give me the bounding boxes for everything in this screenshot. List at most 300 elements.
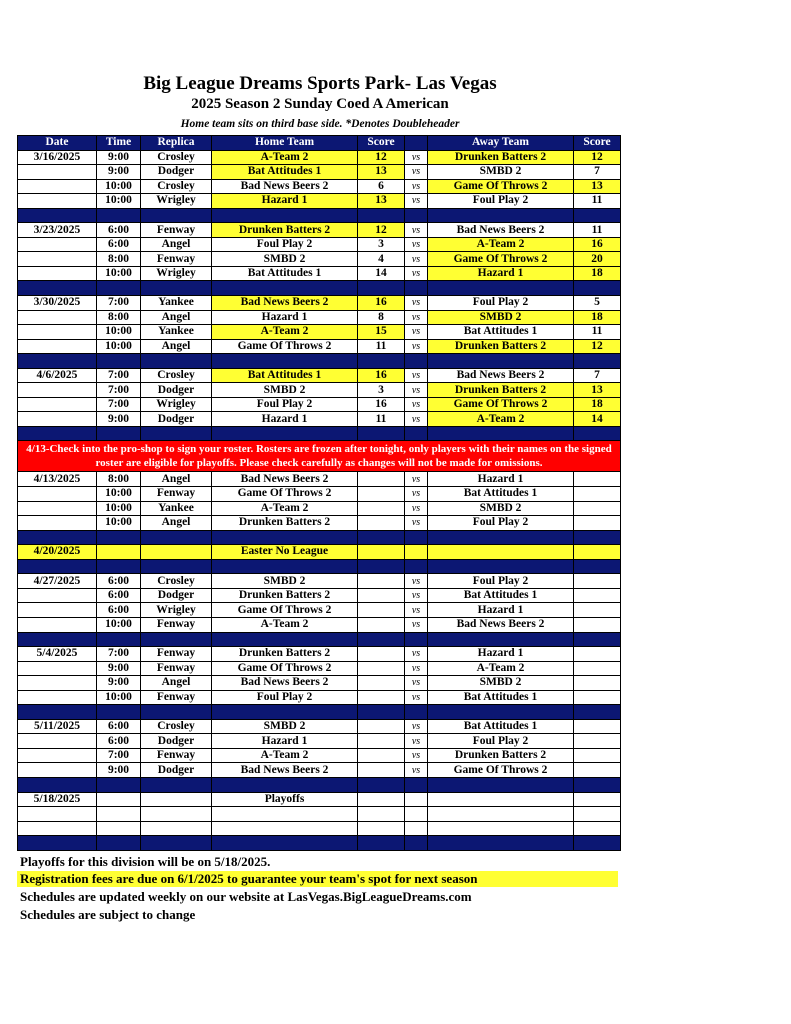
date-cell: [18, 412, 97, 427]
away-score-cell: 11: [574, 194, 621, 209]
separator-cell: [97, 354, 141, 369]
separator-cell: [212, 426, 358, 441]
separator-cell: [405, 530, 428, 545]
time-cell: 10:00: [97, 501, 141, 516]
col-header-home-score: Score: [358, 136, 405, 151]
away-team-cell: Foul Play 2: [428, 516, 574, 531]
vs-cell: vs: [405, 368, 428, 383]
time-cell: 6:00: [97, 719, 141, 734]
time-cell: 10:00: [97, 179, 141, 194]
col-header-away-team: Away Team: [428, 136, 574, 151]
holiday-label: Easter No League: [212, 545, 358, 560]
replica-field-cell: Wrigley: [141, 194, 212, 209]
away-team-cell: Foul Play 2: [428, 194, 574, 209]
separator-cell: [212, 281, 358, 296]
away-score-cell: [574, 676, 621, 691]
separator-cell: [97, 530, 141, 545]
separator-cell: [18, 530, 97, 545]
away-team-cell: Hazard 1: [428, 472, 574, 487]
game-row: [18, 501, 621, 516]
replica-cell: [141, 545, 212, 560]
separator-cell: [212, 354, 358, 369]
home-team-cell: Bat Attitudes 1: [212, 368, 358, 383]
home-team-cell: Bad News Beers 2: [212, 296, 358, 311]
game-row: [18, 472, 621, 487]
separator-cell: [97, 836, 141, 851]
week-separator-row: [18, 208, 621, 223]
separator-cell: [141, 530, 212, 545]
separator-cell: [141, 632, 212, 647]
empty-cell: [428, 807, 574, 822]
date-cell: 4/27/2025: [18, 574, 97, 589]
page-subtitle: 2025 Season 2 Sunday Coed A American: [191, 96, 449, 112]
vs-cell: vs: [405, 690, 428, 705]
home-score-cell: [358, 516, 405, 531]
away-team-cell: Drunken Batters 2: [428, 748, 574, 763]
home-team-cell: A-Team 2: [212, 325, 358, 340]
home-score-cell: 6: [358, 179, 405, 194]
away-score-cell: 11: [574, 223, 621, 238]
vs-cell: vs: [405, 237, 428, 252]
empty-row: [18, 821, 621, 836]
vs-cell: vs: [405, 763, 428, 778]
date-cell: [18, 165, 97, 180]
holiday-row: [18, 545, 621, 560]
date-cell: [18, 310, 97, 325]
time-cell: 9:00: [97, 763, 141, 778]
separator-cell: [428, 836, 574, 851]
separator-cell: [358, 426, 405, 441]
separator-cell: [97, 632, 141, 647]
date-cell: 5/4/2025: [18, 647, 97, 662]
date-cell: 4/13/2025: [18, 472, 97, 487]
separator-cell: [212, 836, 358, 851]
time-cell: 6:00: [97, 603, 141, 618]
replica-field-cell: Crosley: [141, 574, 212, 589]
home-score-cell: [358, 661, 405, 676]
home-score-cell: [358, 603, 405, 618]
empty-cell: [97, 821, 141, 836]
game-row: [18, 296, 621, 311]
away-team-cell: Drunken Batters 2: [428, 339, 574, 354]
week-separator-row: [18, 836, 621, 851]
vs-cell: vs: [405, 325, 428, 340]
replica-field-cell: Angel: [141, 310, 212, 325]
separator-cell: [358, 354, 405, 369]
vs-cell: vs: [405, 617, 428, 632]
time-cell: [97, 545, 141, 560]
game-row: [18, 150, 621, 165]
replica-field-cell: Crosley: [141, 179, 212, 194]
game-row: [18, 574, 621, 589]
separator-cell: [405, 426, 428, 441]
time-cell: 6:00: [97, 588, 141, 603]
separator-cell: [212, 705, 358, 720]
vs-cell: vs: [405, 748, 428, 763]
away-score-cell: [574, 588, 621, 603]
home-team-cell: Game Of Throws 2: [212, 339, 358, 354]
empty-cell: [141, 821, 212, 836]
time-cell: 7:00: [97, 397, 141, 412]
separator-cell: [428, 354, 574, 369]
separator-cell: [574, 777, 621, 792]
replica-field-cell: Wrigley: [141, 397, 212, 412]
separator-cell: [358, 281, 405, 296]
away-team-cell: Bat Attitudes 1: [428, 719, 574, 734]
footer-change-note: Schedules are subject to change: [20, 907, 196, 922]
vs-cell: vs: [405, 310, 428, 325]
separator-cell: [428, 426, 574, 441]
vs-cell: vs: [405, 150, 428, 165]
empty-cell: [212, 821, 358, 836]
separator-cell: [141, 281, 212, 296]
home-score-cell: [358, 690, 405, 705]
away-score-cell: [574, 574, 621, 589]
home-team-cell: Foul Play 2: [212, 237, 358, 252]
away-team-cell: Hazard 1: [428, 603, 574, 618]
separator-cell: [97, 281, 141, 296]
empty-cell: [428, 821, 574, 836]
home-team-cell: Game Of Throws 2: [212, 661, 358, 676]
time-cell: 9:00: [97, 150, 141, 165]
date-cell: [18, 676, 97, 691]
replica-field-cell: Dodger: [141, 734, 212, 749]
game-row: [18, 690, 621, 705]
away-team-cell: Game Of Throws 2: [428, 179, 574, 194]
time-cell: 6:00: [97, 574, 141, 589]
separator-cell: [428, 530, 574, 545]
home-team-cell: A-Team 2: [212, 501, 358, 516]
time-cell: 10:00: [97, 690, 141, 705]
playoff-label: Playoffs: [212, 792, 358, 807]
empty-cell: [18, 821, 97, 836]
replica-field-cell: Crosley: [141, 150, 212, 165]
game-row: [18, 487, 621, 502]
time-cell: 7:00: [97, 368, 141, 383]
separator-cell: [141, 777, 212, 792]
away-team-cell: Bad News Beers 2: [428, 223, 574, 238]
vs-cell: vs: [405, 339, 428, 354]
week-separator-row: [18, 354, 621, 369]
home-team-cell: Drunken Batters 2: [212, 223, 358, 238]
away-team-cell: SMBD 2: [428, 165, 574, 180]
time-cell: 6:00: [97, 237, 141, 252]
away-score-cell: 18: [574, 266, 621, 281]
vs-cell: vs: [405, 647, 428, 662]
game-row: [18, 763, 621, 778]
away-score-cell: 13: [574, 383, 621, 398]
empty-cell: [574, 807, 621, 822]
home-score-cell: 16: [358, 368, 405, 383]
separator-cell: [358, 777, 405, 792]
empty-cell: [358, 821, 405, 836]
vs-cell: vs: [405, 165, 428, 180]
replica-field-cell: Yankee: [141, 325, 212, 340]
home-score-cell: 12: [358, 150, 405, 165]
date-cell: [18, 487, 97, 502]
playoff-row: [18, 792, 621, 807]
col-header-replica: Replica: [141, 136, 212, 151]
schedule-table: [17, 135, 621, 851]
home-score-cell: 16: [358, 397, 405, 412]
separator-cell: [97, 777, 141, 792]
home-score-cell: 3: [358, 383, 405, 398]
separator-cell: [97, 208, 141, 223]
home-score-cell: 8: [358, 310, 405, 325]
vs-cell: vs: [405, 661, 428, 676]
week-separator-row: [18, 530, 621, 545]
time-cell: 9:00: [97, 412, 141, 427]
col-header-home-team: Home Team: [212, 136, 358, 151]
empty-cell: [358, 807, 405, 822]
game-row: [18, 719, 621, 734]
replica-field-cell: Yankee: [141, 296, 212, 311]
away-team-cell: Bat Attitudes 1: [428, 588, 574, 603]
away-team-cell: Foul Play 2: [428, 734, 574, 749]
away-score-cell: [574, 487, 621, 502]
game-row: [18, 603, 621, 618]
vs-cell: vs: [405, 588, 428, 603]
game-row: [18, 734, 621, 749]
vs-cell: vs: [405, 487, 428, 502]
home-score-cell: 12: [358, 223, 405, 238]
separator-cell: [18, 705, 97, 720]
separator-cell: [212, 777, 358, 792]
away-score-cell: [574, 748, 621, 763]
home-team-cell: Drunken Batters 2: [212, 516, 358, 531]
time-cell: 6:00: [97, 223, 141, 238]
date-cell: [18, 266, 97, 281]
game-row: [18, 617, 621, 632]
time-cell: 7:00: [97, 647, 141, 662]
replica-field-cell: Dodger: [141, 588, 212, 603]
vs-cell: vs: [405, 179, 428, 194]
date-cell: 4/6/2025: [18, 368, 97, 383]
away-score-cell: 16: [574, 237, 621, 252]
empty-cell: [405, 821, 428, 836]
date-cell: [18, 383, 97, 398]
empty-cell: [141, 807, 212, 822]
separator-cell: [141, 836, 212, 851]
separator-cell: [358, 705, 405, 720]
date-cell: [18, 516, 97, 531]
footer-registration-note: Registration fees are due on 6/1/2025 to guarantee your team's spot for next season: [17, 871, 618, 887]
separator-cell: [574, 632, 621, 647]
replica-field-cell: Fenway: [141, 487, 212, 502]
game-row: [18, 516, 621, 531]
away-team-cell: Game Of Throws 2: [428, 763, 574, 778]
home-team-cell: Hazard 1: [212, 310, 358, 325]
separator-cell: [358, 530, 405, 545]
vs-cell: vs: [405, 296, 428, 311]
separator-cell: [405, 705, 428, 720]
away-team-cell: Bat Attitudes 1: [428, 487, 574, 502]
separator-cell: [141, 426, 212, 441]
separator-cell: [428, 559, 574, 574]
away-score-cell: 7: [574, 165, 621, 180]
home-team-cell: Bad News Beers 2: [212, 179, 358, 194]
time-cell: 9:00: [97, 165, 141, 180]
replica-field-cell: Fenway: [141, 647, 212, 662]
home-score-cell: [358, 647, 405, 662]
date-cell: [18, 397, 97, 412]
home-score-cell: 11: [358, 412, 405, 427]
separator-cell: [405, 354, 428, 369]
separator-cell: [18, 354, 97, 369]
separator-cell: [18, 777, 97, 792]
col-header-vs: [405, 136, 428, 151]
replica-field-cell: Angel: [141, 516, 212, 531]
home-score-cell: 13: [358, 194, 405, 209]
away-team-cell: [428, 545, 574, 560]
time-cell: 7:00: [97, 296, 141, 311]
date-cell: [18, 603, 97, 618]
away-score-cell: [574, 603, 621, 618]
separator-cell: [141, 559, 212, 574]
home-team-cell: Foul Play 2: [212, 690, 358, 705]
home-score-cell: 3: [358, 237, 405, 252]
away-score-cell: 20: [574, 252, 621, 267]
away-team-cell: A-Team 2: [428, 661, 574, 676]
replica-field-cell: Crosley: [141, 368, 212, 383]
game-row: [18, 194, 621, 209]
date-cell: 3/30/2025: [18, 296, 97, 311]
replica-field-cell: Fenway: [141, 617, 212, 632]
time-cell: 8:00: [97, 252, 141, 267]
home-team-cell: A-Team 2: [212, 617, 358, 632]
replica-field-cell: Angel: [141, 237, 212, 252]
game-row: [18, 325, 621, 340]
date-cell: 4/20/2025: [18, 545, 97, 560]
date-cell: [18, 252, 97, 267]
replica-field-cell: Fenway: [141, 252, 212, 267]
roster-notice-text: 4/13-Check into the pro-shop to sign your roster. Rosters are frozen after tonight, only players with their names on the signed roster are eligible for playoffs. Please check carefully as changes will not be made for omissions.: [18, 441, 621, 472]
replica-cell: [141, 792, 212, 807]
game-row: [18, 223, 621, 238]
replica-field-cell: Crosley: [141, 719, 212, 734]
home-team-cell: Bat Attitudes 1: [212, 266, 358, 281]
vs-cell: vs: [405, 472, 428, 487]
date-cell: 3/23/2025: [18, 223, 97, 238]
away-score-cell: [574, 472, 621, 487]
away-team-cell: Foul Play 2: [428, 296, 574, 311]
home-score-cell: 4: [358, 252, 405, 267]
game-row: [18, 748, 621, 763]
separator-cell: [18, 559, 97, 574]
home-team-cell: Bad News Beers 2: [212, 472, 358, 487]
separator-cell: [574, 208, 621, 223]
vs-cell: vs: [405, 412, 428, 427]
separator-cell: [574, 705, 621, 720]
vs-cell: vs: [405, 719, 428, 734]
game-row: [18, 179, 621, 194]
game-row: [18, 676, 621, 691]
replica-field-cell: Dodger: [141, 412, 212, 427]
home-team-cell: Bad News Beers 2: [212, 676, 358, 691]
date-cell: [18, 194, 97, 209]
home-team-cell: SMBD 2: [212, 252, 358, 267]
separator-cell: [358, 208, 405, 223]
week-separator-row: [18, 426, 621, 441]
footer-website-note: Schedules are updated weekly on our website at LasVegas.BigLeagueDreams.com: [20, 889, 472, 904]
separator-cell: [212, 530, 358, 545]
home-team-cell: Hazard 1: [212, 194, 358, 209]
away-score-cell: 12: [574, 150, 621, 165]
away-team-cell: A-Team 2: [428, 237, 574, 252]
separator-cell: [97, 559, 141, 574]
home-score-cell: [358, 487, 405, 502]
away-team-cell: A-Team 2: [428, 412, 574, 427]
col-header-date: Date: [18, 136, 97, 151]
week-separator-row: [18, 777, 621, 792]
home-team-cell: Hazard 1: [212, 734, 358, 749]
away-team-cell: Game Of Throws 2: [428, 397, 574, 412]
date-cell: [18, 690, 97, 705]
vs-cell: vs: [405, 266, 428, 281]
separator-cell: [18, 426, 97, 441]
replica-field-cell: Dodger: [141, 383, 212, 398]
time-cell: 7:00: [97, 383, 141, 398]
away-team-cell: Hazard 1: [428, 647, 574, 662]
replica-field-cell: Dodger: [141, 763, 212, 778]
home-score-cell: [358, 501, 405, 516]
replica-field-cell: Dodger: [141, 165, 212, 180]
separator-cell: [428, 208, 574, 223]
vs-cell: [405, 545, 428, 560]
roster-notice-row: [18, 441, 621, 472]
separator-cell: [358, 836, 405, 851]
away-score-cell: 18: [574, 397, 621, 412]
date-cell: [18, 501, 97, 516]
table-header-row: [18, 136, 621, 151]
away-score-cell: [574, 647, 621, 662]
date-cell: 3/16/2025: [18, 150, 97, 165]
week-separator-row: [18, 632, 621, 647]
away-score-cell: [574, 661, 621, 676]
away-team-cell: [428, 792, 574, 807]
home-score-cell: [358, 763, 405, 778]
time-cell: 6:00: [97, 734, 141, 749]
away-score-cell: [574, 545, 621, 560]
game-row: [18, 661, 621, 676]
time-cell: 10:00: [97, 339, 141, 354]
separator-cell: [18, 632, 97, 647]
replica-field-cell: Fenway: [141, 223, 212, 238]
replica-field-cell: Angel: [141, 339, 212, 354]
home-score-cell: [358, 588, 405, 603]
away-team-cell: Bat Attitudes 1: [428, 690, 574, 705]
col-header-time: Time: [97, 136, 141, 151]
away-team-cell: Hazard 1: [428, 266, 574, 281]
time-cell: 9:00: [97, 676, 141, 691]
separator-cell: [405, 836, 428, 851]
separator-cell: [212, 208, 358, 223]
home-score-cell: [358, 545, 405, 560]
away-team-cell: Foul Play 2: [428, 574, 574, 589]
date-cell: [18, 179, 97, 194]
home-team-cell: Game Of Throws 2: [212, 487, 358, 502]
vs-cell: vs: [405, 383, 428, 398]
separator-cell: [405, 632, 428, 647]
separator-cell: [212, 559, 358, 574]
time-cell: 10:00: [97, 266, 141, 281]
separator-cell: [18, 208, 97, 223]
vs-cell: vs: [405, 603, 428, 618]
date-cell: 5/11/2025: [18, 719, 97, 734]
home-score-cell: [358, 472, 405, 487]
time-cell: [97, 792, 141, 807]
time-cell: 8:00: [97, 472, 141, 487]
